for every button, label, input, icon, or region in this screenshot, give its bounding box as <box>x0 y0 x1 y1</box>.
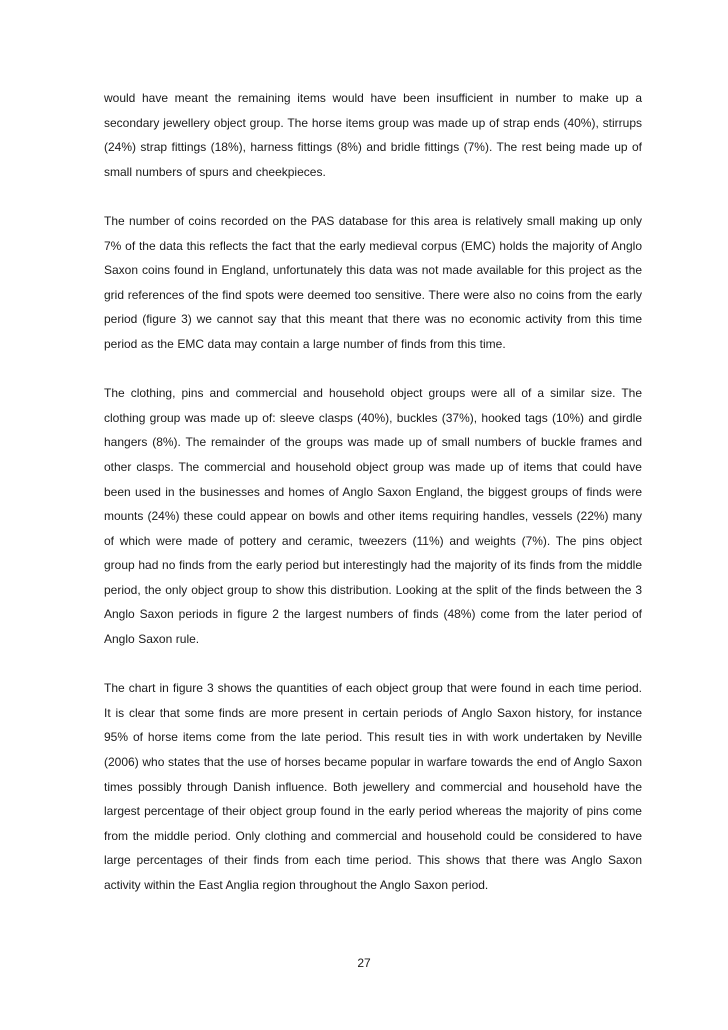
body-text <box>104 86 642 922</box>
paragraph-coins: The number of coins recorded on the PAS database for this area is relatively small making up only 7% of the data this reflects the fact that the early medieval corpus (EMC) holds the majority of Anglo Saxon coins found in England, unfortunately this data was not made available for this project as the grid references of the find spots were deemed too sensitive. There were also no coins from the early period (figure 3) we cannot say that this meant that there was no economic activity from this time period as the EMC data may contain a large number of finds from this time. <box>104 213 642 351</box>
paragraph-clothing-pins-commercial: The clothing, pins and commercial and household object groups were all of a similar size. The clothing group was made up of: sleeve clasps (40%), buckles (37%), hooked tags (10%) and girdle hangers (8%). The remainder of the groups was made up of small numbers of buckle frames and other clasps. The commercial and household object group was made up of items that could have been used in the businesses and homes of Anglo Saxon England, the biggest groups of finds were mounts (24%) these could appear on bowls and other items requiring handles, vessels (22%) many of which were made of pottery and ceramic, tweezers (11%) and weights (7%). The pins object group had no finds from the early period but interestingly had the majority of its finds from the middle period, the only object group to show this distribution. Looking at the split of the finds between the 3 Anglo Saxon periods in figure 2 the largest numbers of finds (48%) come from the later period of Anglo Saxon rule. <box>104 386 642 647</box>
paragraph-horse-items: would have meant the remaining items would have been insufficient in number to make up a secondary jewellery object group. The horse items group was made up of strap ends (40%), stirrups (24%) strap fittings (18%), harness fittings (8%) and bridle fittings (7%). The rest being made up of small numbers of spurs and cheekpieces. <box>104 91 642 179</box>
paragraph-figure-3: The chart in figure 3 shows the quantities of each object group that were found in each time period. It is clear that some finds are more present in certain periods of Anglo Saxon history, for instance 95% of horse items come from the late period. This result ties in with work undertaken by Neville (2006) who states that the use of horses became popular in warfare towards the end of Anglo Saxon times possibly through Danish influence. Both jewellery and commercial and household have the largest percentage of their object group found in the early period whereas the majority of pins come from the middle period. Only clothing and commercial and household could be considered to have large percentages of their finds from each time period. This shows that there was Anglo Saxon activity within the East Anglia region throughout the Anglo Saxon period. <box>104 681 642 892</box>
page-number: 27 <box>357 956 371 970</box>
